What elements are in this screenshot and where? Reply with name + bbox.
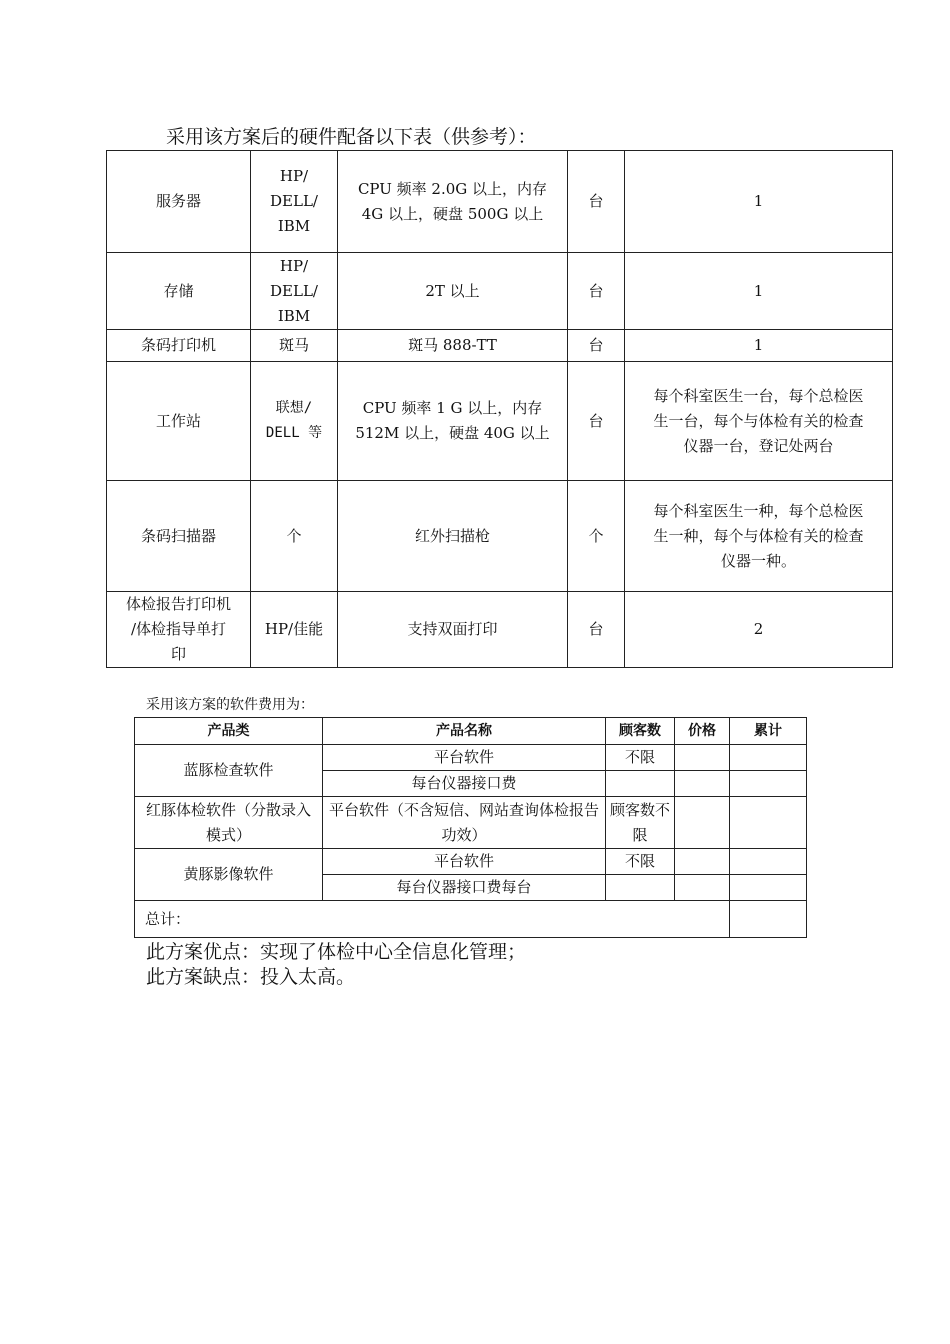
sw-name-cell: 每台仪器接口费每台 bbox=[323, 875, 606, 901]
table-row bbox=[107, 253, 893, 330]
disadvantage-text: 此方案缺点：投入太高。 bbox=[146, 966, 356, 988]
hw-qty-cell: 每个科室医生一台，每个总检医 生一台，每个与体检有关的检查 仪器一台，登记处两台 bbox=[625, 362, 893, 481]
total-label: 总计： bbox=[135, 901, 730, 938]
sw-price-cell bbox=[675, 875, 730, 901]
header-customers: 顾客数 bbox=[606, 718, 675, 745]
sw-total-cell bbox=[730, 745, 807, 771]
hw-qty-cell: 1 bbox=[625, 330, 893, 362]
sw-name-cell: 平台软件（不含短信、网站查询体检报告功效） bbox=[323, 797, 606, 849]
hw-unit-cell: 台 bbox=[568, 151, 625, 253]
sw-customers-cell: 不限 bbox=[606, 849, 675, 875]
hw-item-cell: 条码打印机 bbox=[107, 330, 251, 362]
table-row bbox=[107, 481, 893, 592]
plan-notes bbox=[146, 940, 526, 990]
table-row bbox=[135, 849, 807, 875]
header-price: 价格 bbox=[675, 718, 730, 745]
sw-customers-cell: 顾客数不限 bbox=[606, 797, 675, 849]
hw-item-cell: 工作站 bbox=[107, 362, 251, 481]
table-row bbox=[135, 797, 807, 849]
header-total: 累计 bbox=[730, 718, 807, 745]
sw-customers-cell: 不限 bbox=[606, 745, 675, 771]
sw-category-cell: 黄豚影像软件 bbox=[135, 849, 323, 901]
sw-total-cell bbox=[730, 797, 807, 849]
hw-qty-cell: 2 bbox=[625, 592, 893, 668]
hw-brand-cell: 斑马 bbox=[251, 330, 338, 362]
header-name: 产品名称 bbox=[323, 718, 606, 745]
hardware-intro: 采用该方案后的硬件配备以下表（供参考）： bbox=[166, 126, 537, 148]
sw-category-cell: 红豚体检软件（分散录入模式） bbox=[135, 797, 323, 849]
software-caption: 采用该方案的软件费用为： bbox=[146, 697, 314, 713]
hw-item-cell: 服务器 bbox=[107, 151, 251, 253]
sw-customers-cell bbox=[606, 875, 675, 901]
hw-brand-cell: HP/ DELL/ IBM bbox=[251, 253, 338, 330]
hw-item-cell: 存储 bbox=[107, 253, 251, 330]
table-row bbox=[107, 151, 893, 253]
sw-price-cell bbox=[675, 745, 730, 771]
hardware-table bbox=[106, 150, 893, 668]
table-total-row bbox=[135, 901, 807, 938]
hw-spec-cell: 2T 以上 bbox=[338, 253, 568, 330]
advantage-text: 此方案优点：实现了体检中心全信息化管理； bbox=[146, 941, 527, 963]
hw-unit-cell: 台 bbox=[568, 592, 625, 668]
table-row bbox=[107, 362, 893, 481]
hw-spec-cell: 支持双面打印 bbox=[338, 592, 568, 668]
hw-qty-cell: 1 bbox=[625, 253, 893, 330]
table-row bbox=[107, 330, 893, 362]
sw-name-cell: 平台软件 bbox=[323, 745, 606, 771]
sw-total-cell bbox=[730, 875, 807, 901]
hw-spec-cell: CPU 频率 1 G 以上，内存 512M 以上，硬盘 40G 以上 bbox=[338, 362, 568, 481]
table-row bbox=[107, 592, 893, 668]
hw-spec-cell: 斑马 888-TT bbox=[338, 330, 568, 362]
sw-price-cell bbox=[675, 797, 730, 849]
sw-customers-cell bbox=[606, 771, 675, 797]
table-row bbox=[135, 745, 807, 771]
hw-brand-cell: HP/ DELL/ IBM bbox=[251, 151, 338, 253]
hw-spec-cell: 红外扫描枪 bbox=[338, 481, 568, 592]
sw-price-cell bbox=[675, 771, 730, 797]
sw-total-cell bbox=[730, 849, 807, 875]
sw-name-cell: 平台软件 bbox=[323, 849, 606, 875]
hw-brand-cell: 个 bbox=[251, 481, 338, 592]
sw-total-cell bbox=[730, 771, 807, 797]
hw-brand-cell: HP/佳能 bbox=[251, 592, 338, 668]
hw-item-cell: 条码扫描器 bbox=[107, 481, 251, 592]
hw-qty-cell: 1 bbox=[625, 151, 893, 253]
hw-unit-cell: 台 bbox=[568, 362, 625, 481]
hw-spec-cell: CPU 频率 2.0G 以上，内存 4G 以上，硬盘 500G 以上 bbox=[338, 151, 568, 253]
hw-unit-cell: 台 bbox=[568, 253, 625, 330]
sw-category-cell: 蓝豚检查软件 bbox=[135, 745, 323, 797]
hw-item-cell: 体检报告打印机 /体检指导单打 印 bbox=[107, 592, 251, 668]
sw-price-cell bbox=[675, 849, 730, 875]
header-category: 产品类 bbox=[135, 718, 323, 745]
hw-unit-cell: 个 bbox=[568, 481, 625, 592]
hw-qty-cell: 每个科室医生一种，每个总检医 生一种，每个与体检有关的检查 仪器一种。 bbox=[625, 481, 893, 592]
hw-brand-cell: 联想/ DELL 等 bbox=[251, 362, 338, 481]
hw-unit-cell: 台 bbox=[568, 330, 625, 362]
software-table bbox=[134, 717, 807, 938]
sw-name-cell: 每台仪器接口费 bbox=[323, 771, 606, 797]
grand-total-cell bbox=[730, 901, 807, 938]
table-header-row bbox=[135, 718, 807, 745]
